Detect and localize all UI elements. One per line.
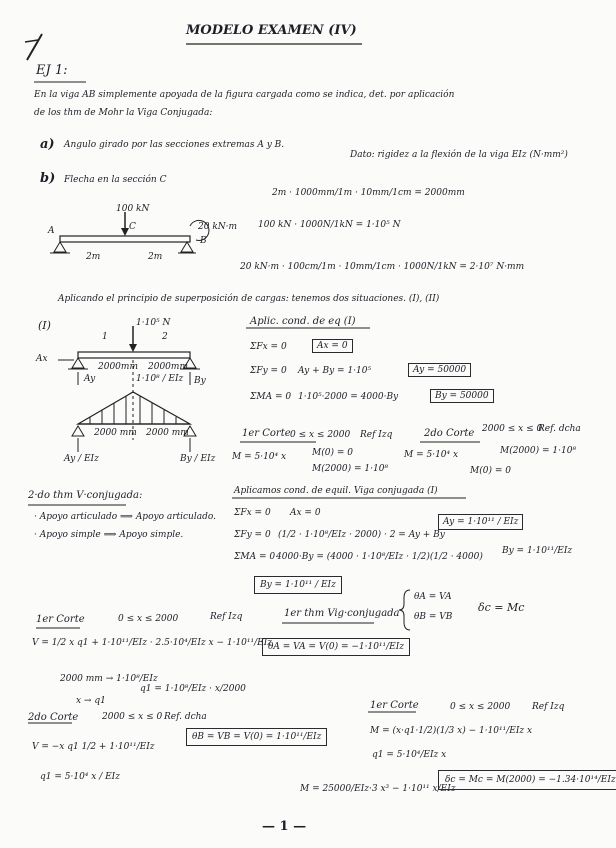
reaction-By: By (194, 376, 206, 386)
theta-A-result: θA = VA = V(0) = −1·10¹¹/EIz (262, 638, 410, 656)
statement-line-1: En la viga AB simplemente apoyada de la figura cargada como se indica, det. por aplicación (34, 90, 455, 100)
lower-cut-2-range: 2000 ≤ x ≤ 0 (102, 712, 163, 722)
lower-cut-1-title: 1er Corte (36, 614, 85, 625)
part-b-label: b) (40, 171, 56, 186)
cut-2-range: 2000 ≤ x ≤ 0 (482, 424, 543, 434)
conj-by-box: By = 1·10¹¹ / EIz (254, 576, 342, 594)
conj-fx: ΣFx = 0 (234, 508, 271, 518)
conversion-1: 2m · 1000mm/1m · 10mm/1cm = 2000mm (272, 188, 465, 198)
theorem-1-r3: δc = Mc (478, 601, 525, 614)
node-2-label: 2 (162, 332, 168, 342)
cut-2-m2000: M(2000) = 1·10⁸ (500, 446, 577, 456)
lower-shear-equation: V = 1/2 x q1 + 1·10¹¹/EIz · 2.5·10⁴/EIz x − 1·10¹¹/EIz (32, 638, 273, 648)
eq-ma-equation: 1·10⁵·2000 = 4000·By (298, 392, 399, 402)
point-B-label: B (200, 236, 207, 246)
lower-cut-2-ref: Ref. dcha (164, 712, 207, 722)
conj-ma-equation: 4000·By = (4000 · 1·10⁸/EIz · 1/2)(1/2 · 4000) (276, 552, 483, 562)
theorem-2-title: 2·do thm V·conjugada: (28, 490, 143, 501)
theorem-1-r2: θB = VB (414, 612, 453, 622)
theorem-1-r1: θA = VA (414, 592, 452, 602)
span-1-label: 2m (86, 252, 101, 262)
page-title: MODELO EXAMEN (IV) (186, 23, 357, 38)
diagram-peak-label: 1·10⁸ / EIz (136, 374, 184, 384)
moment-label: 20 kN·m (198, 222, 238, 232)
results-cut-title: 1er Corte (370, 700, 419, 711)
deflection-C-result: δc = Mc = M(2000) = −1.34·10¹⁴/EIz (438, 770, 616, 790)
theorem-2-rule-2: · Apoyo simple ⟹ Apoyo simple. (34, 530, 184, 540)
conj-reaction-left: Ay / EIz (64, 454, 99, 464)
conj-span-2: 2000 mm (146, 428, 189, 438)
conj-reaction-right: By / EIz (180, 454, 216, 464)
case-I-span-1: 2000mm (98, 362, 138, 372)
case-I-label: (I) (38, 319, 51, 332)
reaction-Ax: Ax (36, 354, 48, 364)
part-a-label: a) (40, 137, 55, 152)
point-A-label: A (48, 226, 55, 236)
conversion-2: 100 kN · 1000N/1kN = 1·10⁵ N (258, 220, 401, 230)
eq-fy: ΣFy = 0 (250, 366, 287, 376)
eq-fx-result: Ax = 0 (312, 339, 353, 353)
conj-ma-result: By = 1·10¹¹/EIz (502, 546, 573, 556)
conj-fy-result: Ay = 1·10¹¹ / EIz (438, 514, 523, 530)
theta-B-result: θB = VB = V(0) = 1·10¹¹/EIz (186, 728, 327, 746)
node-1-label: 1 (102, 332, 108, 342)
results-q1: q1 = 5·10⁴/EIz x (372, 750, 447, 760)
cut-1-ref: Ref Izq (360, 430, 393, 440)
theorem-2-rule-1: · Apoyo articulado ⟹ Apoyo articulado. (34, 512, 216, 522)
dato-text: Dato: rigidez a la flexión de la viga EIz (N·mm²) (350, 150, 568, 160)
cut-1-m0: M(0) = 0 (312, 448, 353, 458)
cut-1-m2000: M(2000) = 1·10⁸ (312, 464, 389, 474)
cut-1-moment: M = 5·10⁴ x (232, 452, 287, 462)
cut-2-title: 2do Corte (424, 428, 475, 439)
page-number: — 1 — (262, 819, 307, 834)
span-2-label: 2m (148, 252, 163, 262)
eq-fy-result: Ay = 50000 (408, 363, 471, 377)
results-cut-range: 0 ≤ x ≤ 2000 (450, 702, 511, 712)
proportion-1: 2000 mm → 1·10⁸/EIz (60, 674, 158, 684)
part-a-text: Angulo girado por las secciones extremas A y B. (64, 140, 285, 150)
lower-cut-1-range: 0 ≤ x ≤ 2000 (118, 614, 179, 624)
cut-1-range: 0 ≤ x ≤ 2000 (290, 430, 351, 440)
eq-ma: ΣMA = 0 (250, 392, 292, 402)
eq-fx: ΣFx = 0 (250, 342, 287, 352)
lower-cut-1-ref: Ref Izq (210, 612, 243, 622)
equilibrium-title: Aplic. cond. de eq (I) (250, 316, 356, 327)
results-moment-2: M = 25000/EIz·3 x³ − 1·10¹¹ x/EIz (300, 784, 456, 794)
load-label: 100 kN (116, 204, 150, 214)
superposition-text: Aplicando el principio de superposición de cargas: tenemos dos situaciones. (I), (II) (58, 294, 440, 304)
conj-ma: ΣMA = 0 (234, 552, 276, 562)
conj-span-1: 2000 mm (94, 428, 137, 438)
part-b-text: Flecha en la sección C (64, 175, 167, 185)
cut-2-m0: M(0) = 0 (470, 466, 511, 476)
conj-fx-result: Ax = 0 (290, 508, 321, 518)
statement-line-2: de los thm de Mohr la Viga Conjugada: (34, 108, 213, 118)
conjugate-title: Aplicamos cond. de equil. Viga conjugada (I) (234, 486, 438, 496)
case-I-load: 1·10⁵ N (136, 318, 171, 328)
proportion-2: x → q1 (76, 696, 106, 706)
lower-q1b: q1 = 5·10⁴ x / EIz (40, 772, 120, 782)
point-C-label: C (129, 222, 136, 232)
exercise-label: EJ 1: (36, 63, 68, 78)
conversion-3: 20 kN·m · 100cm/1m · 10mm/1cm · 1000N/1kN = 2·10⁷ N·mm (240, 262, 525, 272)
cut-2-ref: Ref. dcha (538, 424, 581, 434)
eq-ma-result: By = 50000 (430, 389, 494, 403)
lower-shear-2-equation: V = −x q1 1/2 + 1·10¹¹/EIz (32, 742, 155, 752)
case-I-span-2: 2000mm (148, 362, 188, 372)
main-beam-figure (50, 212, 209, 253)
conj-fy-equation: (1/2 · 1·10⁸/EIz · 2000) · 2 = Ay + By (278, 530, 445, 540)
conj-fy: ΣFy = 0 (234, 530, 271, 540)
theorem-1-title: 1er thm Vig·conjugada (284, 608, 400, 619)
results-moment-equation: M = (x·q1·1/2)(1/3 x) − 1·10¹¹/EIz x (370, 726, 533, 736)
eq-fy-equation: Ay + By = 1·10⁵ (298, 366, 372, 376)
reaction-Ay: Ay (84, 374, 96, 384)
cut-1-title: 1er Corte (242, 428, 291, 439)
q1-result: q1 = 1·10⁸/EIz · x/2000 (140, 684, 246, 694)
results-cut-ref: Ref Izq (532, 702, 565, 712)
cut-2-moment: M = 5·10⁴ x (404, 450, 459, 460)
lower-cut-2-title: 2do Corte (28, 712, 79, 723)
